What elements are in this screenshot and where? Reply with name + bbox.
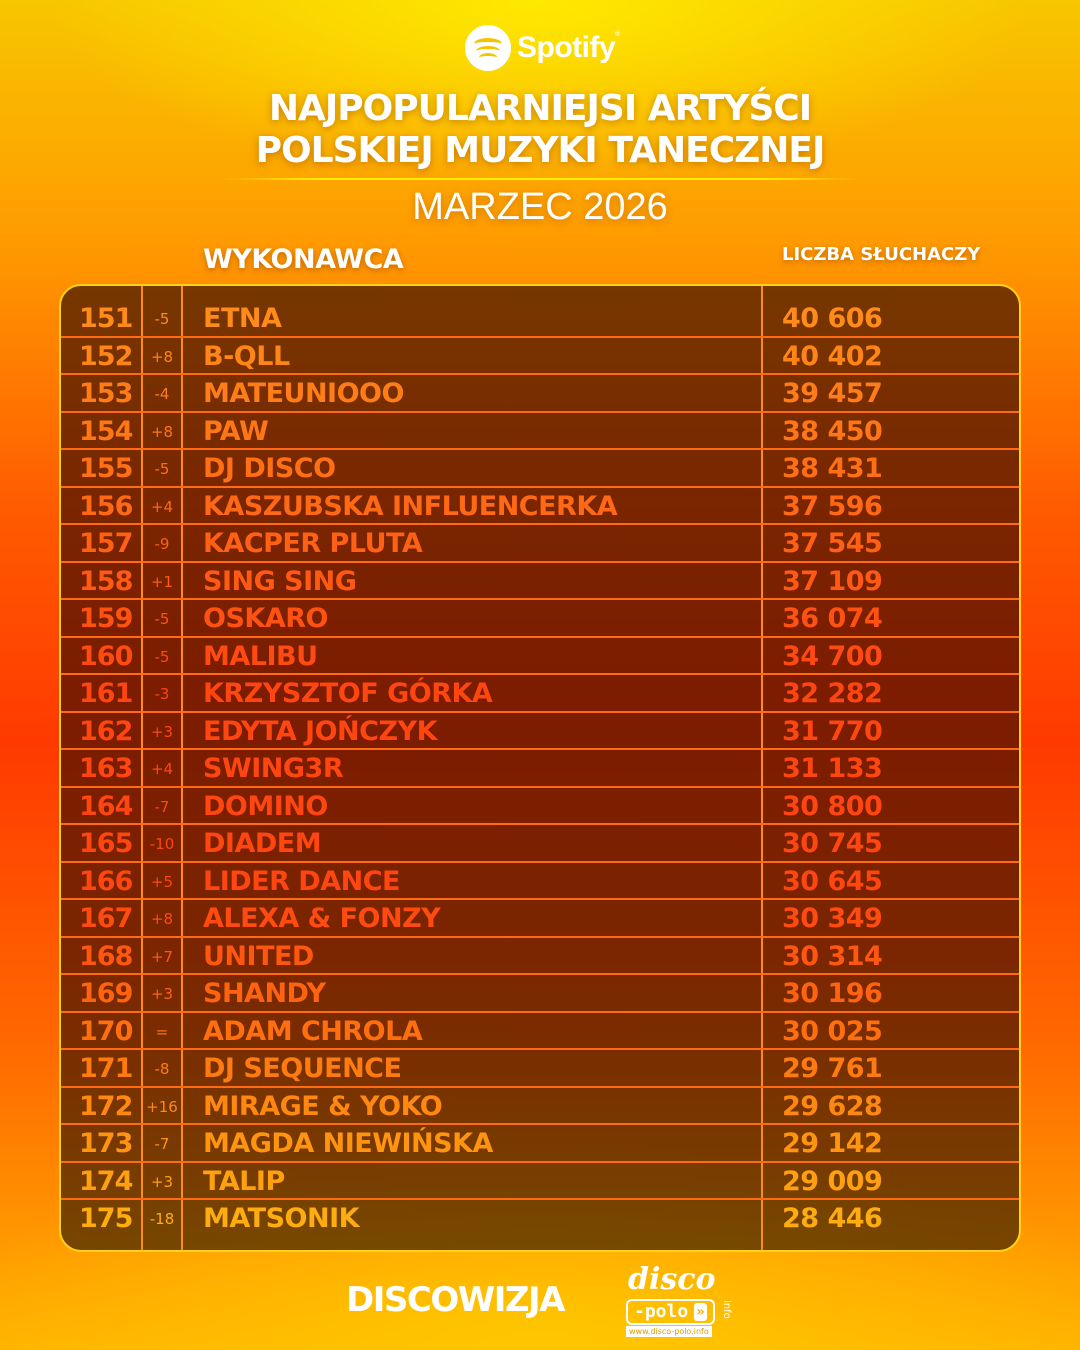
listener-count: 38 431 — [782, 453, 883, 484]
spotify-wordmark: Spotify® — [517, 31, 620, 64]
artist-name: MAGDA NIEWIŃSKA — [203, 1128, 493, 1159]
rank: 157 — [79, 528, 133, 559]
table-row — [61, 675, 1019, 713]
logo-disco-text: disco — [628, 1262, 716, 1297]
rank-change: = — [155, 1022, 169, 1041]
period-subtitle: MARZEC 2026 — [412, 186, 668, 228]
spotify-logo-icon — [465, 25, 511, 71]
table-row — [61, 338, 1019, 376]
listener-count: 30 645 — [782, 865, 883, 897]
table-row — [61, 488, 1019, 526]
rank-change: +16 — [146, 1097, 178, 1116]
logo-polo-text: -polo — [634, 1301, 689, 1322]
artist-name: ADAM CHROLA — [203, 1015, 423, 1047]
rank: 164 — [79, 790, 133, 822]
rank: 167 — [79, 903, 133, 934]
artist-name: B-QLL — [203, 340, 290, 372]
rank: 168 — [79, 940, 133, 972]
rank-change: -9 — [154, 535, 170, 553]
rank: 175 — [79, 1203, 133, 1234]
listener-count: 29 142 — [782, 1128, 883, 1159]
rank: 158 — [79, 565, 133, 597]
artist-name: ETNA — [203, 303, 282, 334]
listener-count: 30 745 — [782, 828, 883, 859]
table-row — [61, 600, 1019, 638]
rank-change: -10 — [149, 835, 175, 853]
artist-name: LIDER DANCE — [203, 865, 400, 897]
listener-count: 29 009 — [782, 1165, 883, 1197]
listener-count: 37 109 — [782, 565, 883, 597]
rank-change: -5 — [154, 460, 170, 478]
table-row — [61, 638, 1019, 676]
table-row — [61, 1050, 1019, 1088]
artist-name: SHANDY — [203, 978, 326, 1009]
footer — [0, 1260, 1080, 1350]
rank: 166 — [79, 865, 133, 897]
rank-change: +8 — [150, 347, 174, 366]
artist-name: ALEXA & FONZY — [203, 903, 441, 934]
artist-name: SING SING — [203, 565, 357, 597]
listener-count: 30 196 — [782, 978, 883, 1009]
rank-change: -18 — [149, 1210, 175, 1228]
table-row — [61, 1163, 1019, 1201]
listener-count: 36 074 — [782, 603, 883, 634]
table-row — [61, 863, 1019, 901]
artist-name: OSKARO — [203, 603, 328, 634]
listener-count: 40 402 — [782, 340, 883, 372]
artist-name: SWING3R — [203, 753, 344, 784]
rank: 159 — [79, 603, 133, 634]
rank: 169 — [79, 978, 133, 1009]
rank: 172 — [79, 1090, 133, 1122]
listener-count: 29 628 — [782, 1090, 883, 1122]
listener-count: 31 133 — [782, 753, 883, 784]
artist-name: MIRAGE & YOKO — [203, 1090, 443, 1122]
artist-name: DJ SEQUENCE — [203, 1053, 402, 1084]
rank: 165 — [79, 828, 133, 859]
artist-name: MATSONIK — [203, 1203, 360, 1234]
rank-change: +1 — [150, 572, 174, 591]
table-row — [61, 300, 1019, 338]
artist-name: TALIP — [203, 1165, 285, 1197]
column-header-listeners: LICZBA SŁUCHACZY — [782, 244, 981, 265]
rank: 154 — [79, 415, 133, 447]
listener-count: 37 596 — [782, 490, 883, 522]
listener-count: 39 457 — [782, 378, 883, 409]
discowizja-brand: DISCOWIZJA — [346, 1280, 564, 1320]
artist-name: UNITED — [203, 940, 314, 972]
rank: 155 — [79, 453, 133, 484]
rank: 171 — [79, 1053, 133, 1084]
table-row — [61, 450, 1019, 488]
rank: 156 — [79, 490, 133, 522]
rank-change: -7 — [154, 797, 170, 816]
rank-change: -5 — [154, 610, 170, 628]
rank: 153 — [79, 378, 133, 409]
table-row — [61, 975, 1019, 1013]
listener-count: 38 450 — [782, 415, 883, 447]
artist-name: KRZYSZTOF GÓRKA — [203, 678, 493, 709]
rank: 174 — [79, 1165, 133, 1197]
listener-count: 29 761 — [782, 1053, 883, 1084]
listener-count: 37 545 — [782, 528, 883, 559]
rank: 160 — [79, 640, 133, 672]
rank-change: +4 — [150, 497, 174, 516]
table-row — [61, 788, 1019, 826]
rank-change: +5 — [150, 872, 174, 891]
table-row — [61, 413, 1019, 451]
artist-name: KASZUBSKA INFLUENCERKA — [203, 490, 618, 522]
table-row — [61, 900, 1019, 938]
rank: 151 — [79, 303, 133, 334]
rank-change: +8 — [150, 422, 174, 441]
rank-change: +8 — [150, 910, 174, 928]
artist-name: KACPER PLUTA — [203, 528, 423, 559]
logo-url: www.disco-polo.info — [626, 1326, 712, 1337]
rank-change: -3 — [154, 685, 170, 703]
listener-count: 32 282 — [782, 678, 883, 709]
ranking-table — [59, 284, 1021, 1252]
spotify-brand — [465, 24, 620, 72]
logo-info-text: info — [721, 1300, 732, 1319]
table-row — [61, 1125, 1019, 1163]
artist-name: EDYTA JOŃCZYK — [203, 715, 438, 747]
disco-polo-info-logo — [624, 1264, 744, 1344]
rank: 162 — [79, 715, 133, 747]
table-row — [61, 563, 1019, 601]
listener-count: 40 606 — [782, 303, 883, 334]
table-row — [61, 1200, 1019, 1238]
table-row — [61, 1088, 1019, 1126]
page-title — [0, 88, 1080, 172]
rank: 173 — [79, 1128, 133, 1159]
listener-count: 30 314 — [782, 940, 883, 972]
listener-count: 28 446 — [782, 1203, 883, 1234]
table-row — [61, 938, 1019, 976]
ranking-rows — [61, 300, 1019, 1238]
artist-name: MALIBU — [203, 640, 318, 672]
table-row — [61, 750, 1019, 788]
title-line-1: NAJPOPULARNIEJSI ARTYŚCI — [268, 88, 812, 129]
table-row — [61, 375, 1019, 413]
rank: 161 — [79, 678, 133, 709]
rank-change: -5 — [154, 310, 170, 328]
rank-change: +4 — [150, 760, 174, 778]
artist-name: PAW — [203, 415, 269, 447]
artist-name: DOMINO — [203, 790, 328, 822]
table-row — [61, 825, 1019, 863]
fast-forward-icon: » — [696, 1304, 705, 1320]
listener-count: 31 770 — [782, 715, 883, 747]
rank-change: +3 — [150, 722, 174, 741]
listener-count: 30 800 — [782, 790, 883, 822]
rank-change: +7 — [150, 947, 174, 966]
rank-change: -4 — [154, 385, 170, 403]
listener-count: 30 349 — [782, 903, 883, 934]
listener-count: 34 700 — [782, 640, 883, 672]
table-row — [61, 525, 1019, 563]
title-line-2: POLSKIEJ MUZYKI TANECZNEJ — [255, 130, 825, 171]
logo-polo-box — [626, 1299, 715, 1325]
column-header-artist: WYKONAWCA — [203, 244, 404, 275]
rank-change: +3 — [150, 985, 174, 1003]
rank-change: -8 — [154, 1060, 170, 1078]
listener-count: 30 025 — [782, 1015, 883, 1047]
artist-name: DJ DISCO — [203, 453, 336, 484]
rank-change: -7 — [154, 1135, 170, 1153]
rank-change: +3 — [150, 1172, 174, 1191]
table-row — [61, 713, 1019, 751]
artist-name: DIADEM — [203, 828, 322, 859]
rank: 163 — [79, 753, 133, 784]
title-divider — [220, 178, 860, 180]
rank: 152 — [79, 340, 133, 372]
rank-change: -5 — [154, 647, 170, 666]
rank: 170 — [79, 1015, 133, 1047]
table-row — [61, 1013, 1019, 1051]
artist-name: MATEUNIOOO — [203, 378, 404, 409]
